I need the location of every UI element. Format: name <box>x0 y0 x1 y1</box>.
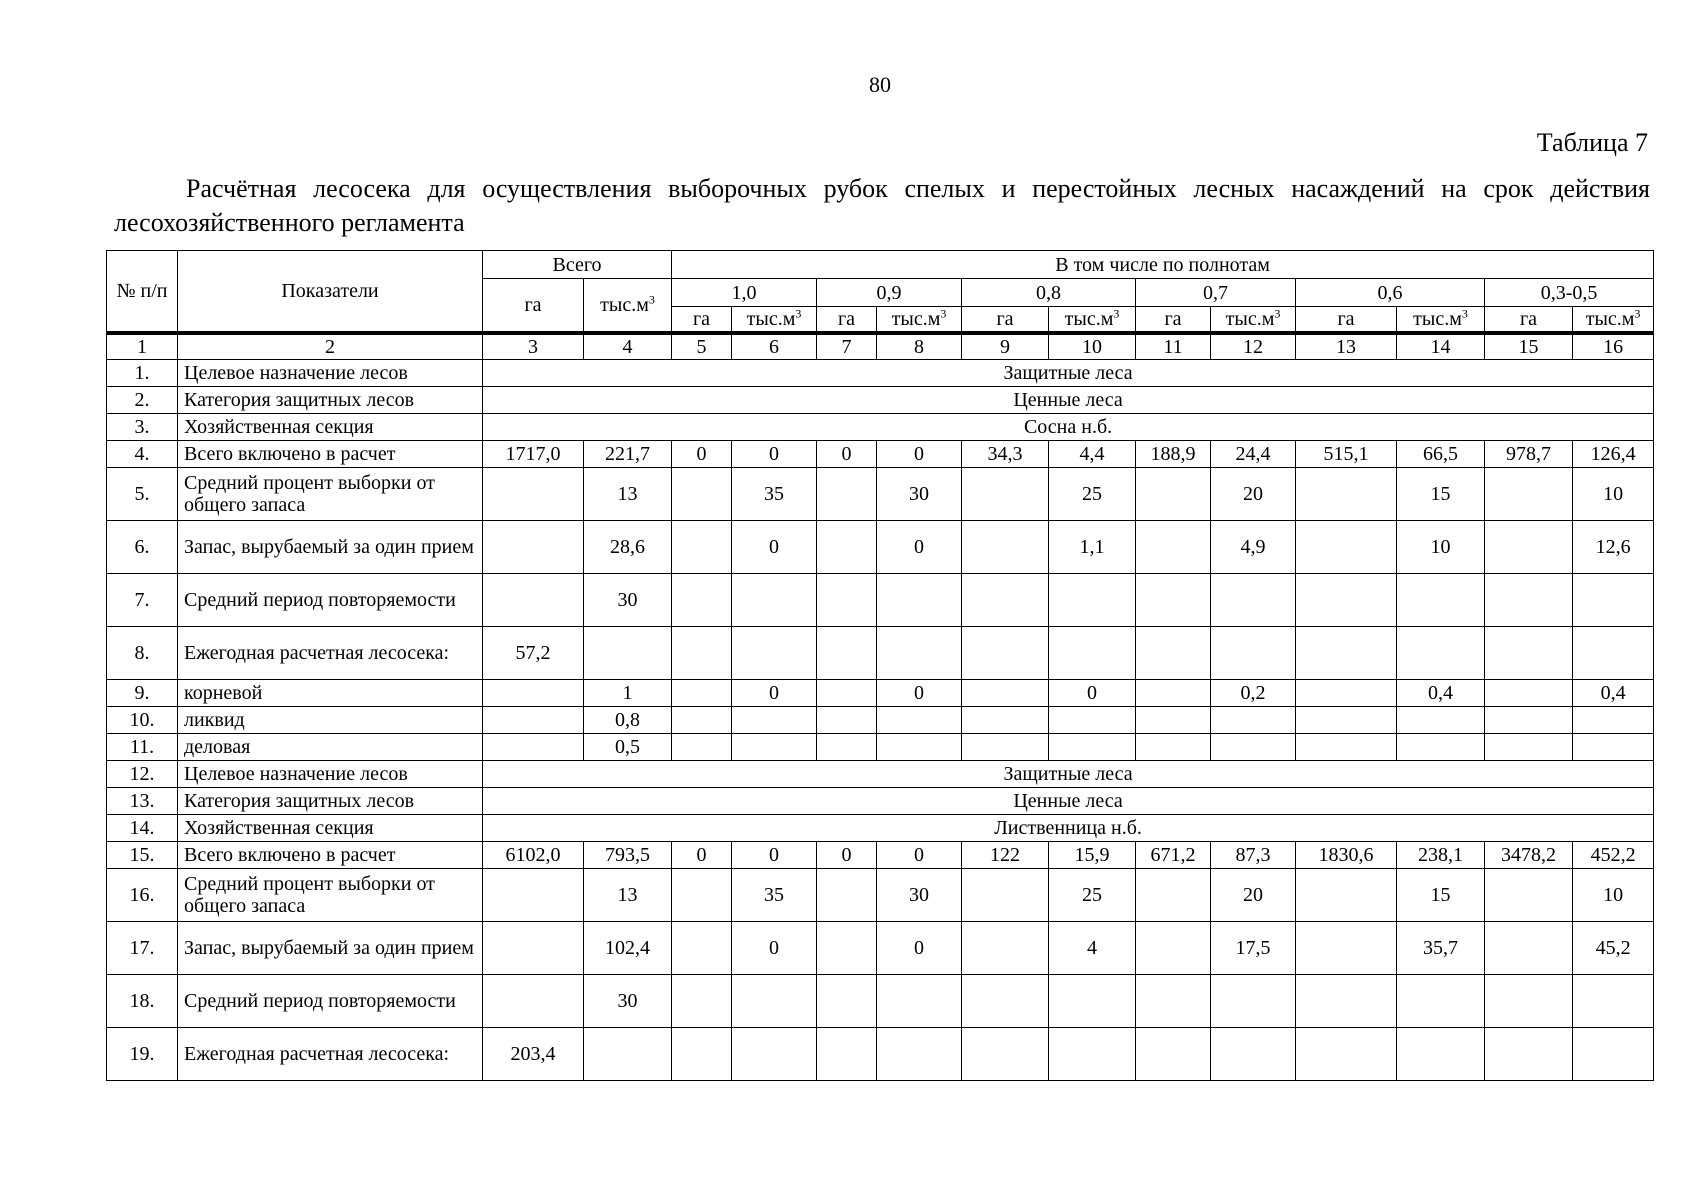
row-number: 17. <box>107 922 178 975</box>
row-label: Всего включено в расчет <box>178 842 483 869</box>
table-cell: 3478,2 <box>1485 842 1573 869</box>
table-cell: 188,9 <box>1136 441 1211 468</box>
table-row <box>107 387 1654 414</box>
table-row <box>107 788 1654 815</box>
table-cell <box>1296 975 1397 1028</box>
table-cell <box>1397 574 1485 627</box>
table-cell <box>1296 627 1397 680</box>
column-number: 2 <box>178 333 483 360</box>
table-cell <box>732 975 817 1028</box>
table-cell <box>1211 627 1296 680</box>
column-number: 15 <box>1485 333 1573 360</box>
row-number: 4. <box>107 441 178 468</box>
table-cell <box>1136 869 1211 922</box>
row-label: Запас, вырубаемый за один прием <box>178 922 483 975</box>
table-cell: 35 <box>732 468 817 521</box>
column-numbers-row <box>107 333 1654 360</box>
table-cell <box>817 869 877 922</box>
table-cell <box>1296 922 1397 975</box>
table-cell <box>483 680 584 707</box>
table-cell <box>1296 734 1397 761</box>
table-cell <box>817 627 877 680</box>
table-cell <box>1485 869 1573 922</box>
table-cell <box>877 975 962 1028</box>
table-cell <box>817 1028 877 1081</box>
row-number: 19. <box>107 1028 178 1081</box>
table-cell: 0 <box>877 922 962 975</box>
table-cell: 1 <box>584 680 672 707</box>
table-cell <box>672 922 732 975</box>
row-label: Средний период повторяемости <box>178 574 483 627</box>
table-cell <box>817 734 877 761</box>
table-label: Таблица 7 <box>1536 128 1648 157</box>
row-number: 1. <box>107 360 178 387</box>
table-cell <box>817 521 877 574</box>
table-cell: 515,1 <box>1296 441 1397 468</box>
header-unit-volume: $тыс.м^3$ <box>732 307 817 333</box>
table-cell: 0,2 <box>1211 680 1296 707</box>
column-number: 12 <box>1211 333 1296 360</box>
table-cell <box>1211 1028 1296 1081</box>
table-cell <box>877 574 962 627</box>
row-number: 2. <box>107 387 178 414</box>
table-cell: 0 <box>732 680 817 707</box>
table-cell <box>483 574 584 627</box>
table-cell: 15 <box>1397 468 1485 521</box>
table-cell: 13 <box>584 468 672 521</box>
table-cell <box>1136 707 1211 734</box>
table-cell: 66,5 <box>1397 441 1485 468</box>
table-cell <box>483 734 584 761</box>
table-cell <box>672 468 732 521</box>
row-label: Средний процент выборки от общего запаса <box>178 869 483 922</box>
table-cell <box>877 707 962 734</box>
table-cell <box>1397 734 1485 761</box>
row-number: 11. <box>107 734 178 761</box>
table-cell <box>1296 521 1397 574</box>
table-row <box>107 441 1654 468</box>
table-cell <box>1573 627 1654 680</box>
table-cell <box>483 707 584 734</box>
row-merged-value: Лиственница н.б. <box>483 815 1654 842</box>
table-cell <box>584 627 672 680</box>
table-row <box>107 360 1654 387</box>
row-number: 10. <box>107 707 178 734</box>
table-cell: 0 <box>817 842 877 869</box>
table-row <box>107 734 1654 761</box>
header-density: 0,8 <box>962 279 1136 307</box>
table-cell: 25 <box>1049 869 1136 922</box>
table-cell: 0 <box>732 922 817 975</box>
column-number: 11 <box>1136 333 1211 360</box>
table-cell <box>672 707 732 734</box>
row-number: 6. <box>107 521 178 574</box>
column-number: 1 <box>107 333 178 360</box>
column-number: 7 <box>817 333 877 360</box>
table-cell <box>1211 574 1296 627</box>
table-cell <box>962 922 1049 975</box>
table-cell: 0 <box>817 441 877 468</box>
row-label: Средний период повторяемости <box>178 975 483 1028</box>
table-cell <box>672 680 732 707</box>
table-cell: 452,2 <box>1573 842 1654 869</box>
header-unit-volume: $тыс.м^3$ <box>1573 307 1654 333</box>
table-cell <box>1485 627 1573 680</box>
table-cell <box>1573 574 1654 627</box>
header-unit-volume: $тыс.м^3$ <box>1049 307 1136 333</box>
table-cell <box>1296 1028 1397 1081</box>
header-density: 1,0 <box>672 279 817 307</box>
table-cell: 221,7 <box>584 441 672 468</box>
table-cell <box>1049 574 1136 627</box>
table-cell <box>962 574 1049 627</box>
table-cell <box>1211 975 1296 1028</box>
table-cell: 0,8 <box>584 707 672 734</box>
table-cell: 4 <box>1049 922 1136 975</box>
table-cell <box>1136 521 1211 574</box>
table-cell <box>483 922 584 975</box>
column-number: 8 <box>877 333 962 360</box>
row-number: 3. <box>107 414 178 441</box>
table-cell: 10 <box>1573 468 1654 521</box>
header-density: 0,7 <box>1136 279 1296 307</box>
row-merged-value: Ценные леса <box>483 387 1654 414</box>
table-cell <box>483 468 584 521</box>
table-cell <box>1397 1028 1485 1081</box>
table-row <box>107 815 1654 842</box>
table-cell <box>1136 734 1211 761</box>
row-label: Ежегодная расчетная лесосека: <box>178 1028 483 1081</box>
row-number: 15. <box>107 842 178 869</box>
header-unit-volume: $тыс.м^3$ <box>1397 307 1485 333</box>
table-cell: 0 <box>732 441 817 468</box>
table-cell: 4,4 <box>1049 441 1136 468</box>
table-cell <box>672 627 732 680</box>
row-number: 7. <box>107 574 178 627</box>
table-row <box>107 869 1654 922</box>
table-cell: 30 <box>877 468 962 521</box>
header-unit-ha: га <box>817 307 877 333</box>
row-label: деловая <box>178 734 483 761</box>
table-row <box>107 761 1654 788</box>
table-cell: 35,7 <box>1397 922 1485 975</box>
header-total: Всего <box>483 251 672 279</box>
table-cell: 28,6 <box>584 521 672 574</box>
header-density: 0,9 <box>817 279 962 307</box>
table-cell <box>1485 468 1573 521</box>
table-cell <box>1485 680 1573 707</box>
table-row <box>107 680 1654 707</box>
row-label: Ежегодная расчетная лесосека: <box>178 627 483 680</box>
table-cell: 0,4 <box>1573 680 1654 707</box>
table-cell <box>1136 574 1211 627</box>
table-cell <box>1049 1028 1136 1081</box>
table-cell: 126,4 <box>1573 441 1654 468</box>
table-row <box>107 468 1654 521</box>
table-row <box>107 842 1654 869</box>
table-cell: 0 <box>877 441 962 468</box>
column-number: 6 <box>732 333 817 360</box>
row-label: Целевое назначение лесов <box>178 761 483 788</box>
table-cell <box>483 869 584 922</box>
row-merged-value: Сосна н.б. <box>483 414 1654 441</box>
table-cell <box>817 922 877 975</box>
table-cell <box>962 734 1049 761</box>
table-cell <box>1136 627 1211 680</box>
table-cell: 0,5 <box>584 734 672 761</box>
harvest-table <box>106 250 1654 1081</box>
header-unit-ha: га <box>1485 307 1573 333</box>
table-cell: 0 <box>672 842 732 869</box>
row-label: Всего включено в расчет <box>178 441 483 468</box>
table-cell <box>1573 1028 1654 1081</box>
header-unit-ha: га <box>1296 307 1397 333</box>
table-cell: 203,4 <box>483 1028 584 1081</box>
header-indicators: Показатели <box>178 251 483 333</box>
table-cell <box>817 680 877 707</box>
table-cell <box>1573 975 1654 1028</box>
table-cell <box>877 734 962 761</box>
table-cell <box>732 707 817 734</box>
table-cell: 122 <box>962 842 1049 869</box>
table-cell <box>1397 975 1485 1028</box>
column-number: 10 <box>1049 333 1136 360</box>
table-cell: 35 <box>732 869 817 922</box>
page-number: 80 <box>869 72 891 97</box>
table-cell <box>1397 707 1485 734</box>
table-cell: 10 <box>1397 521 1485 574</box>
header-unit-ha: га <box>1136 307 1211 333</box>
table-cell: 102,4 <box>584 922 672 975</box>
row-label: Категория защитных лесов <box>178 788 483 815</box>
table-cell <box>1296 680 1397 707</box>
table-cell <box>672 869 732 922</box>
table-row <box>107 707 1654 734</box>
table-cell <box>483 521 584 574</box>
table-cell <box>672 975 732 1028</box>
row-number: 16. <box>107 869 178 922</box>
table-cell <box>1136 468 1211 521</box>
table-cell <box>962 707 1049 734</box>
table-cell: 793,5 <box>584 842 672 869</box>
row-number: 5. <box>107 468 178 521</box>
table-cell <box>1485 975 1573 1028</box>
row-number: 9. <box>107 680 178 707</box>
table-cell: 6102,0 <box>483 842 584 869</box>
table-cell <box>1296 468 1397 521</box>
row-label: ликвид <box>178 707 483 734</box>
table-cell <box>1397 627 1485 680</box>
table-cell: 0 <box>877 842 962 869</box>
header-num: № п/п <box>107 251 178 333</box>
table-row <box>107 574 1654 627</box>
table-cell: 20 <box>1211 869 1296 922</box>
table-cell <box>1485 734 1573 761</box>
row-label: Запас, вырубаемый за один прием <box>178 521 483 574</box>
row-label: Хозяйственная секция <box>178 414 483 441</box>
row-number: 8. <box>107 627 178 680</box>
table-row <box>107 627 1654 680</box>
header-unit-ha: га <box>962 307 1049 333</box>
row-label: корневой <box>178 680 483 707</box>
table-cell: 24,4 <box>1211 441 1296 468</box>
table-cell: 0 <box>732 842 817 869</box>
table-cell <box>672 521 732 574</box>
table-cell <box>732 627 817 680</box>
table-cell <box>817 574 877 627</box>
table-row <box>107 1028 1654 1081</box>
table-cell <box>817 975 877 1028</box>
table-cell <box>1136 680 1211 707</box>
table-cell <box>962 521 1049 574</box>
table-row <box>107 975 1654 1028</box>
column-number: 14 <box>1397 333 1485 360</box>
table-cell: 671,2 <box>1136 842 1211 869</box>
table-cell: 34,3 <box>962 441 1049 468</box>
table-cell <box>962 468 1049 521</box>
table-cell <box>732 1028 817 1081</box>
table-cell <box>483 975 584 1028</box>
table-cell: 238,1 <box>1397 842 1485 869</box>
table-cell: 1,1 <box>1049 521 1136 574</box>
table-cell: 20 <box>1211 468 1296 521</box>
table-row <box>107 922 1654 975</box>
table-cell <box>1485 521 1573 574</box>
table-cell <box>1573 707 1654 734</box>
table-cell <box>1211 734 1296 761</box>
header-including: В том числе по полнотам <box>672 251 1654 279</box>
table-cell <box>672 1028 732 1081</box>
table-cell <box>1211 707 1296 734</box>
header-density: 0,3-0,5 <box>1485 279 1654 307</box>
table-cell: 0 <box>877 521 962 574</box>
table-cell <box>1296 869 1397 922</box>
row-merged-value: Ценные леса <box>483 788 1654 815</box>
table-cell <box>962 680 1049 707</box>
table-cell <box>1049 975 1136 1028</box>
table-cell <box>1485 1028 1573 1081</box>
row-merged-value: Защитные леса <box>483 761 1654 788</box>
table-cell: 0 <box>672 441 732 468</box>
table-cell <box>817 707 877 734</box>
column-number: 4 <box>584 333 672 360</box>
table-cell <box>1136 922 1211 975</box>
header-density: 0,6 <box>1296 279 1485 307</box>
row-number: 14. <box>107 815 178 842</box>
column-number: 9 <box>962 333 1049 360</box>
row-label: Категория защитных лесов <box>178 387 483 414</box>
column-number: 16 <box>1573 333 1654 360</box>
table-cell <box>1485 574 1573 627</box>
column-number: 13 <box>1296 333 1397 360</box>
table-cell: 0,4 <box>1397 680 1485 707</box>
header-unit-volume: $тыс.м^3$ <box>877 307 962 333</box>
table-cell <box>962 627 1049 680</box>
table-cell <box>1296 574 1397 627</box>
table-cell <box>584 1028 672 1081</box>
table-cell <box>817 468 877 521</box>
row-merged-value: Защитные леса <box>483 360 1654 387</box>
table-cell <box>672 734 732 761</box>
table-cell: 30 <box>584 574 672 627</box>
table-cell: 15 <box>1397 869 1485 922</box>
table-cell: 57,2 <box>483 627 584 680</box>
column-number: 3 <box>483 333 584 360</box>
table-cell: 25 <box>1049 468 1136 521</box>
header-unit-ha: га <box>672 307 732 333</box>
table-cell <box>732 574 817 627</box>
table-cell <box>1485 922 1573 975</box>
table-cell <box>672 574 732 627</box>
row-number: 18. <box>107 975 178 1028</box>
row-label: Хозяйственная секция <box>178 815 483 842</box>
table-cell <box>1136 975 1211 1028</box>
table-title: Расчётная лесосека для осуществления выборочных рубок спелых и перестойных лесных насаждений на срок действия лесохозяйственного регламента <box>114 174 1650 237</box>
table-cell: 0 <box>877 680 962 707</box>
table-cell <box>1049 627 1136 680</box>
header-total-volume: $тыс.м^3$ <box>584 279 672 333</box>
table-cell <box>1573 734 1654 761</box>
table-cell: 30 <box>584 975 672 1028</box>
table-cell: 30 <box>877 869 962 922</box>
table-cell: 12,6 <box>1573 521 1654 574</box>
table-cell <box>962 869 1049 922</box>
table-cell: 17,5 <box>1211 922 1296 975</box>
header-unit-volume: $тыс.м^3$ <box>1211 307 1296 333</box>
table-cell: 45,2 <box>1573 922 1654 975</box>
header-total-ha: га <box>483 279 584 333</box>
table-row <box>107 414 1654 441</box>
table-cell: 4,9 <box>1211 521 1296 574</box>
table-cell <box>877 627 962 680</box>
table-cell <box>962 975 1049 1028</box>
table-cell: 978,7 <box>1485 441 1573 468</box>
table-cell: 10 <box>1573 869 1654 922</box>
table-cell <box>732 734 817 761</box>
table-cell: 1830,6 <box>1296 842 1397 869</box>
table-cell: 1717,0 <box>483 441 584 468</box>
table-row <box>107 521 1654 574</box>
table-cell: 0 <box>732 521 817 574</box>
table-cell <box>1485 707 1573 734</box>
table-cell: 15,9 <box>1049 842 1136 869</box>
table-cell <box>1296 707 1397 734</box>
row-label: Средний процент выборки от общего запаса <box>178 468 483 521</box>
table-cell <box>1049 707 1136 734</box>
column-number: 5 <box>672 333 732 360</box>
table-cell <box>1049 734 1136 761</box>
table-cell <box>1136 1028 1211 1081</box>
table-cell: 13 <box>584 869 672 922</box>
row-number: 13. <box>107 788 178 815</box>
table-cell: 87,3 <box>1211 842 1296 869</box>
table-cell <box>962 1028 1049 1081</box>
row-number: 12. <box>107 761 178 788</box>
table-cell <box>877 1028 962 1081</box>
table-cell: 0 <box>1049 680 1136 707</box>
row-label: Целевое назначение лесов <box>178 360 483 387</box>
